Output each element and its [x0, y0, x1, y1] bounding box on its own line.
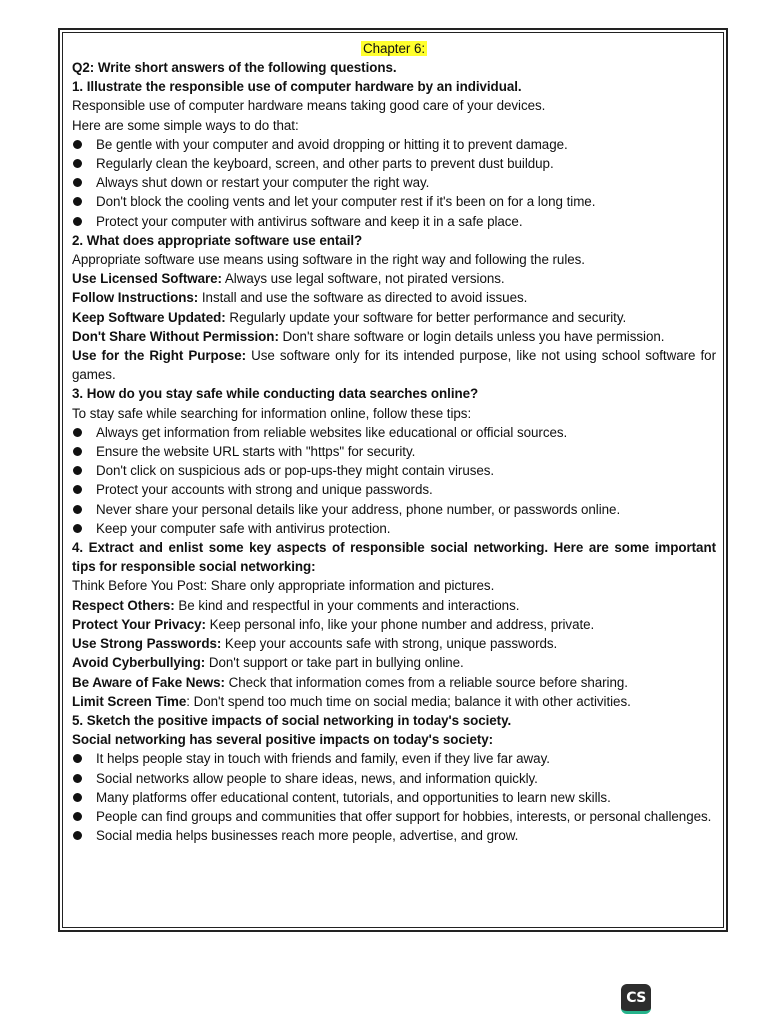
list-item: Keep your computer safe with antivirus protection. [72, 519, 716, 538]
point-item [72, 692, 716, 711]
point-text: Don't support or take part in bullying online. [205, 655, 464, 671]
point-text: : Don't spend too much time on social media; balance it with other activities. [186, 693, 631, 709]
question-4-title: 4. Extract and enlist some key aspects of responsible social networking. Here are some important tips for responsible social networking: [72, 540, 716, 575]
point-label: Keep Software Updated: [72, 309, 226, 325]
question-3-intro: To stay safe while searching for information online, follow these tips: [72, 405, 472, 421]
question-4 [72, 538, 716, 711]
point-label: Use for the Right Purpose: [72, 348, 246, 364]
question-heading: Q2: Write short answers of the following questions. [72, 60, 397, 75]
question-3-title: 3. How do you stay safe while conducting data searches online? [72, 386, 479, 402]
list-item: Social networks allow people to share ideas, news, and information quickly. [72, 769, 716, 788]
question-1 [72, 77, 716, 231]
list-item: Never share your personal details like your address, phone number, or passwords online. [72, 500, 716, 519]
list-item: Always shut down or restart your computer the right way. [72, 173, 716, 192]
point-text: Don't share software or login details unless you have permission. [278, 328, 665, 344]
list-item: Ensure the website URL starts with "https" for security. [72, 442, 716, 461]
list-item: Protect your accounts with strong and unique passwords. [72, 480, 716, 499]
question-5-title: 5. Sketch the positive impacts of social networking in today's society. [72, 712, 512, 728]
point-label: Don't Share Without Permission: [72, 328, 279, 344]
chapter-title [72, 39, 716, 58]
page-border [58, 28, 728, 932]
question-3-bullets [72, 423, 716, 538]
list-item: Many platforms offer educational content, tutorials, and opportunities to learn new skills. [72, 788, 716, 807]
question-5-intro: Social networking has several positive impacts on today's society: [72, 732, 494, 748]
question-1-bullets [72, 135, 716, 231]
point-item [72, 576, 716, 595]
list-item: Always get information from reliable websites like educational or official sources. [72, 423, 716, 442]
list-item: It helps people stay in touch with friends and family, even if they live far away. [72, 749, 716, 768]
list-item: Don't click on suspicious ads or pop-ups-they might contain viruses. [72, 461, 716, 480]
point-text: Keep personal info, like your phone number and address, private. [205, 616, 595, 632]
point-label: Limit Screen Time [72, 693, 187, 709]
list-item: Regularly clean the keyboard, screen, and other parts to prevent dust buildup. [72, 154, 716, 173]
point-text: Check that information comes from a reliable source before sharing. [224, 674, 628, 690]
point-text: Share only appropriate information and pictures. [207, 578, 495, 594]
point-item [72, 346, 716, 384]
point-item [72, 288, 716, 307]
question-5 [72, 711, 716, 845]
point-label: Respect Others: [72, 597, 175, 613]
point-label: Follow Instructions: [72, 290, 199, 306]
point-item [72, 327, 716, 346]
list-item: People can find groups and communities that offer support for hobbies, interests, or personal challenges. [72, 807, 716, 826]
point-label: Think Before You Post: [72, 578, 208, 594]
question-1-intro: Responsible use of computer hardware means taking good care of your devices. [72, 98, 546, 114]
chapter-highlight: Chapter 6: [362, 41, 426, 56]
question-2-title: 2. What does appropriate software use entail? [72, 232, 363, 248]
point-label: Protect Your Privacy: [72, 616, 206, 632]
document-body [72, 39, 716, 845]
list-item: Be gentle with your computer and avoid dropping or hitting it to prevent damage. [72, 135, 716, 154]
list-item: Protect your computer with antivirus software and keep it in a safe place. [72, 212, 716, 231]
point-item [72, 615, 716, 634]
question-3 [72, 384, 716, 538]
point-item [72, 653, 716, 672]
list-item: Social media helps businesses reach more people, advertise, and grow. [72, 826, 716, 845]
camscanner-logo: CS [621, 984, 651, 1014]
point-text: Regularly update your software for better performance and security. [225, 309, 627, 325]
question-2-intro: Appropriate software use means using software in the right way and following the rules. [72, 252, 585, 268]
point-item [72, 269, 716, 288]
point-text: Install and use the software as directed to avoid issues. [198, 290, 528, 306]
point-item [72, 634, 716, 653]
point-label: Use Strong Passwords: [72, 636, 222, 652]
point-text: Be kind and respectful in your comments and interactions. [174, 597, 520, 613]
point-label: Avoid Cyberbullying: [72, 655, 206, 671]
question-2 [72, 231, 716, 385]
point-label: Use Licensed Software: [72, 271, 222, 287]
list-item: Don't block the cooling vents and let your computer rest if it's been on for a long time. [72, 192, 716, 211]
point-text: Use software only for its intended purpose, like not using school software for games. [72, 348, 716, 383]
question-5-bullets [72, 749, 716, 845]
question-1-intro-2: Here are some simple ways to do that: [72, 117, 299, 133]
point-label: Be Aware of Fake News: [72, 674, 225, 690]
point-item [72, 308, 716, 327]
point-item [72, 596, 716, 615]
page-inner-border [62, 32, 724, 928]
point-item [72, 673, 716, 692]
question-1-title: 1. Illustrate the responsible use of computer hardware by an individual. [72, 79, 522, 95]
point-text: Always use legal software, not pirated versions. [221, 271, 505, 287]
point-text: Keep your accounts safe with strong, unique passwords. [221, 636, 558, 652]
